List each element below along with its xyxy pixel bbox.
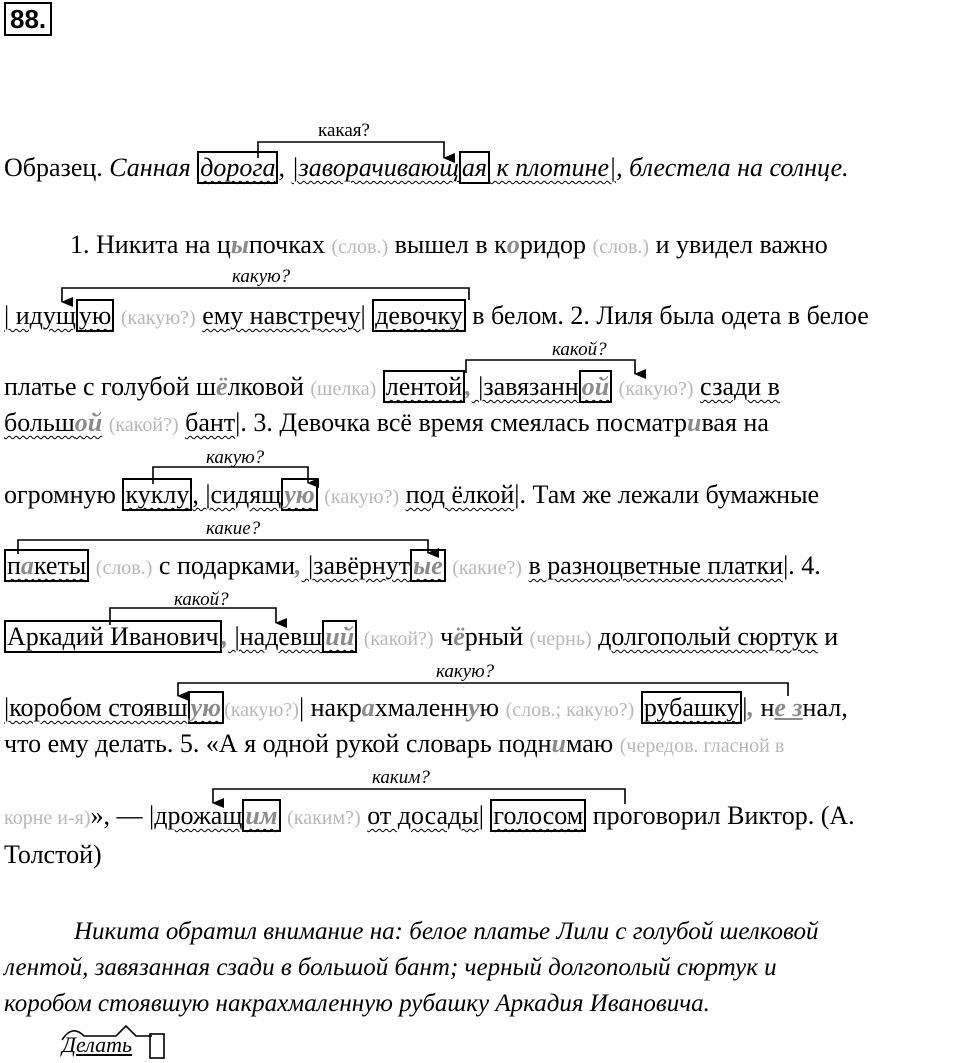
ending-box: ую [188,691,225,724]
t: от досады [367,801,479,830]
note: (чередов. гласной в [619,735,785,757]
note: (какую?) [120,307,196,329]
t: платье с голубой ш [4,372,217,401]
ending-box: ые [410,549,446,582]
ending-box: ую [76,299,114,332]
note: (какую?) [324,486,400,508]
note: (чернь) [529,628,592,650]
question-5: какой? [174,589,229,610]
noun-box: Аркадий Иванович [4,620,222,653]
t: вая на [701,408,769,437]
question-4: какие? [206,518,261,539]
t: под ёлкой [405,480,515,509]
note: (какой?) [363,628,434,650]
t [376,372,383,401]
t: Толстой) [4,840,102,869]
t: |. 3. Девочка всё время смеялась посматр [235,408,688,437]
question-sample: какая? [318,120,370,141]
noun-box: лентой [383,370,465,403]
participle: дрожащ [154,801,243,830]
noun-box: куклу [122,478,192,511]
sample-line [4,152,849,184]
t: |. 4. [783,551,821,580]
t: долгополый сюртук [598,622,818,651]
t: больш [4,408,75,437]
summary-line-1: Никита обратил внимание на: белое платье Лили с голубой шелковой [74,918,819,945]
comma: , [221,622,229,651]
comma: , [465,372,472,401]
note: (каким?) [287,807,361,829]
footer-word: Делать [62,1032,132,1057]
t: | [742,693,748,722]
t: ридор [519,230,593,259]
t: | накр [298,693,362,722]
participle: |завязанн [471,372,579,401]
vowel: ы [230,230,249,259]
question-7: каким? [372,767,430,788]
t: ю [479,693,500,722]
text-line-5 [4,479,819,513]
note: (шелка) [310,378,377,400]
text-line-2 [4,300,869,334]
summary-line-2: лентой, завязанная сзади в большой бант; черный долгополый сюртук и [4,954,777,981]
text-line-6 [4,550,821,584]
note: (какой?) [108,414,179,436]
comma: , [295,551,302,580]
question-6: какую? [436,661,495,682]
t: почках [248,230,332,259]
noun-box: девочку [372,299,466,332]
sample-tail: , блестела на солнце. [616,153,849,182]
t: рный [464,622,524,651]
t: огромную [4,480,123,509]
noun-box: голосом [490,799,586,832]
note: (слов.) [95,557,153,579]
text-line-11 [4,839,102,871]
exercise-number: 88. [4,2,52,36]
vowel: и [687,408,702,437]
text-line-10 [4,800,855,834]
vowel: а [20,551,34,580]
vowel: ой [74,408,103,437]
text-line-4 [4,407,769,441]
particle: е з [774,693,803,722]
participle: |коробом стоявш [4,693,188,722]
t: и [817,622,839,651]
participle: | идущ [4,301,76,330]
sample-participle-stem: |заворачивающ [291,153,459,182]
ending-box: ий [322,620,357,653]
t: п [7,551,21,580]
t: с подарками [152,551,296,580]
text-line-8 [4,692,848,726]
sample-noun: дорога [197,151,278,184]
t: 1. Никита на ц [70,230,231,259]
t: | [478,801,491,830]
question-3: какую? [206,447,265,468]
t: ч [433,622,454,651]
note: (слов.) [592,236,650,258]
vowel: у [468,693,480,722]
t: сзади в [700,372,780,401]
ending-box: ую [281,478,318,511]
comma: , [747,693,754,722]
participle: |завёрнут [301,551,411,580]
noun-box [4,549,89,582]
note: (слов.; какую?) [505,699,635,721]
text-line-1 [70,229,828,263]
t: вышел в к [388,230,507,259]
question-2: какой? [552,339,607,360]
t: лковой [227,372,311,401]
t: н [753,693,775,722]
summary-line-3: коробом стоявшую накрахмаленную рубашку Аркадия Ивановича. [4,990,710,1017]
text-line-3 [4,371,780,405]
sample-adj: Санная [109,153,191,182]
t: в белом. 2. Лиля была одета в белое [465,301,869,330]
text-line-9 [4,728,784,762]
note: (слов.) [331,236,389,258]
t: », — | [90,801,155,830]
sample-label: Образец. [4,153,103,182]
t: нал, [802,693,848,722]
t: в разноцветные платки [528,551,784,580]
ending-box: ой [579,370,612,403]
participle: |надевш [228,622,323,651]
vowel: а [361,693,375,722]
vowel: о [506,230,520,259]
t: проговорил Виктор. (А. [586,801,855,830]
note: (какую?) [618,378,694,400]
t: кеты [33,551,87,580]
t: хмаленн [374,693,469,722]
t: маю [565,729,620,758]
note: корне и-я) [4,807,91,829]
text-line-7 [4,621,838,655]
noun-box: рубашку [641,691,742,724]
sample-participle-rest: к плотине| [489,153,617,182]
ending-box: им [242,799,280,832]
participle: , |сидящ [192,480,282,509]
t: ему навстречу [202,301,361,330]
vowel: ё [216,372,228,401]
vowel: ё [453,622,465,651]
t: что ему делать. 5. «А я одной рукой словарь подн [4,729,552,758]
t: | [360,301,373,330]
note: (какие?) [452,557,523,579]
question-1: какую? [232,266,291,287]
vowel: и [551,729,566,758]
t: и увидел важно [649,230,828,259]
sample-participle-ending: ая [459,151,490,184]
note: (какую?) [224,699,299,721]
sample-comma: , [278,153,285,182]
t: |. Там же лежали бумажные [514,480,820,509]
t: бант [185,408,236,437]
